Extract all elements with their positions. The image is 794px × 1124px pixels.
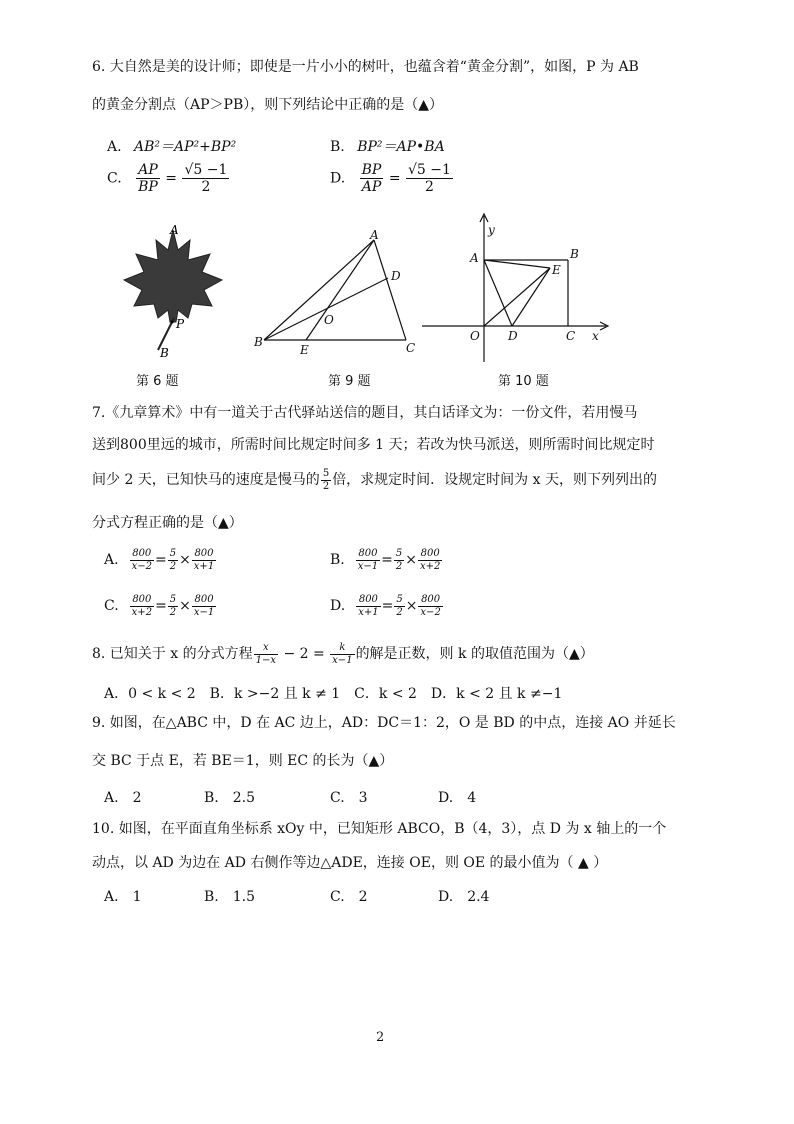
q8-stem xyxy=(92,642,594,666)
label-p: P xyxy=(176,317,185,331)
q8-right-numerator: k xyxy=(330,642,354,655)
option-label: D. xyxy=(438,889,454,905)
equals-sign: = xyxy=(155,598,167,614)
q6-option-b-label: B. xyxy=(330,139,345,155)
q8-left-numerator: x xyxy=(254,642,278,655)
q6-option-c-right-fraction xyxy=(182,162,229,195)
label-y: y xyxy=(488,223,495,237)
right-fraction-denominator: x+1 xyxy=(193,560,215,572)
q6-option-a xyxy=(107,136,236,156)
leaf-shape xyxy=(124,230,222,322)
option-label: A. xyxy=(104,552,119,568)
q8-left-denominator: 1−x xyxy=(255,654,276,666)
left-fraction-denominator: x+2 xyxy=(131,606,153,618)
q6-c-left-numerator: AP xyxy=(136,162,160,179)
q7-option-b xyxy=(330,548,443,572)
option-value: 2 xyxy=(132,790,142,806)
q6-stem-line1: 6. 大自然是美的设计师；即使是一片小小的树叶，也蕴含着“黄金分割”，如图，P 为 AB xyxy=(92,59,639,75)
q8-fraction-right xyxy=(330,642,354,666)
option-label: C. xyxy=(330,790,345,806)
times-sign: × xyxy=(405,598,418,614)
label-e: E xyxy=(552,263,561,277)
figure-10-coordinate-plane xyxy=(422,212,612,364)
right-fraction-numerator: 800 xyxy=(418,548,442,561)
option-value: 1.5 xyxy=(232,889,256,905)
q8-stem-start: 8. 已知关于 x 的分式方程 xyxy=(92,646,253,662)
q10-stem-line2: 动点，以 AD 为边在 AD 右侧作等边△ADE，连接 OE，则 OE 的最小值为（ ▲ ） xyxy=(92,855,608,871)
q6-option-d-right-fraction xyxy=(406,162,453,195)
point-p xyxy=(170,320,173,323)
q9-option-a xyxy=(104,790,141,806)
coefficient-fraction-denominator: 2 xyxy=(396,606,403,618)
q9-stem-line1: 9. 如图，在△ABC 中，D 在 AC 边上，AD：DC＝1：2，O 是 BD 的中点，连接 AO 并延长 xyxy=(92,715,676,731)
q6-option-d-left-fraction xyxy=(360,162,384,195)
coefficient-fraction-denominator: 2 xyxy=(169,560,177,572)
coefficient-fraction-numerator: 5 xyxy=(395,548,403,559)
page-number: 2 xyxy=(376,1030,385,1045)
q6-option-d: D. $\frac{BP}{AP}$ = $\frac{√5 -1}{2}$ xyxy=(330,162,451,196)
q10-option-d xyxy=(438,889,489,905)
option-label: C. xyxy=(330,889,345,905)
label-x: x xyxy=(592,329,599,343)
q7-stem-line3 xyxy=(92,468,657,492)
q6-c-right-numerator: √5 −1 xyxy=(184,162,228,178)
label-c: C xyxy=(566,329,576,343)
q7-fraction-denominator: 2 xyxy=(322,480,330,492)
right-fraction xyxy=(418,548,442,572)
coefficient-fraction xyxy=(394,594,404,618)
label-o: O xyxy=(470,329,480,343)
coefficient-fraction-numerator: 5 xyxy=(169,548,177,559)
equals-sign: = xyxy=(154,552,167,568)
option-value: 2.4 xyxy=(467,889,490,905)
option-value: 4 xyxy=(467,790,477,806)
q9-option-d xyxy=(438,790,476,806)
option-label: A. xyxy=(104,889,119,905)
q6-d-left-numerator: BP xyxy=(361,162,382,178)
q10-option-b xyxy=(204,889,255,905)
segment-ad xyxy=(484,260,512,326)
q6-option-b-text: BP²＝AP•BA xyxy=(357,139,445,155)
label-e: E xyxy=(300,343,309,357)
q7-option-d xyxy=(330,594,444,618)
option-label: D. xyxy=(438,790,454,806)
maple-leaf-drawing xyxy=(118,222,228,362)
coefficient-fraction-numerator: 5 xyxy=(169,594,177,605)
q6-option-c-left-fraction xyxy=(136,162,160,195)
q7-stem-line1: 7.《九章算术》中有一道关于古代驿站送信的题目，其白话译文为：一份文件，若用慢马 xyxy=(92,405,638,421)
left-fraction-denominator: x−1 xyxy=(357,560,379,572)
right-fraction-numerator: 800 xyxy=(192,594,216,607)
q6-option-a-text: AB²＝AP²+BP² xyxy=(134,139,237,155)
figure-6-maple-leaf xyxy=(118,222,228,362)
label-a: A xyxy=(470,251,479,265)
coefficient-fraction-denominator: 2 xyxy=(169,606,177,618)
q6-stem-line2: 的黄金分割点（AP＞PB），则下列结论中正确的是（▲） xyxy=(92,97,444,113)
right-fraction-denominator: x−1 xyxy=(193,606,215,618)
q9-stem-line2: 交 BC 于点 E，若 BE＝1，则 EC 的长为（▲） xyxy=(92,753,394,769)
label-b: B xyxy=(254,335,263,349)
coefficient-fraction-numerator: 5 xyxy=(396,594,403,605)
q7-option-a xyxy=(104,548,217,572)
option-value: 2 xyxy=(358,889,368,905)
q8-stem-end: 的解是正数，则 k 的取值范围为（▲） xyxy=(355,646,594,662)
q7-line3-end: 倍，求规定时间．设规定时间为 x 天，则下列列出的 xyxy=(332,472,657,488)
figure-9-triangle xyxy=(250,228,425,358)
right-fraction-denominator: x+2 xyxy=(419,560,441,572)
option-label: B. xyxy=(204,790,219,806)
rectangle-abco-drawing xyxy=(422,212,612,364)
coefficient-fraction xyxy=(168,548,178,572)
equals-sign: = xyxy=(381,552,393,568)
segment-ae xyxy=(484,260,550,268)
equals-sign: = xyxy=(381,598,394,614)
coefficient-fraction xyxy=(394,548,404,572)
segment-bd xyxy=(264,278,388,340)
q10-option-c xyxy=(330,889,368,905)
left-fraction xyxy=(356,548,380,572)
left-fraction-denominator: x+1 xyxy=(358,606,379,618)
right-fraction-numerator: 800 xyxy=(418,594,442,607)
q8-options: A．0 < k < 2 B．k >−2 且 k ≠ 1 C．k < 2 D．k < 2 且 k ≠−1 xyxy=(104,686,563,702)
option-value: 3 xyxy=(358,790,368,806)
right-fraction-numerator: 800 xyxy=(192,548,216,561)
triangle-abc-drawing xyxy=(250,228,425,358)
left-fraction xyxy=(130,594,154,618)
label-b: B xyxy=(570,247,579,261)
option-label: A. xyxy=(104,790,119,806)
q9-option-c xyxy=(330,790,368,806)
q7-option-c xyxy=(104,594,217,618)
q6-option-b xyxy=(330,136,445,156)
figure-10-caption: 第 10 题 xyxy=(498,374,549,389)
q7-line3-start: 间少 2 天，已知快马的速度是慢马的 xyxy=(92,472,320,488)
q6-c-left-denominator: BP xyxy=(138,179,158,196)
q7-stem-line4: 分式方程正确的是（▲） xyxy=(92,515,243,531)
q6-option-c: C. $\frac{AP}{BP}$ = $\frac{√5 -1}{2}$ xyxy=(107,162,228,196)
q6-d-left-denominator: AP xyxy=(361,179,382,196)
q7-fraction-numerator: 5 xyxy=(322,468,330,479)
times-sign: × xyxy=(179,598,191,614)
q6-d-right-denominator: 2 xyxy=(425,179,434,196)
q6-d-right-numerator: √5 −1 xyxy=(408,162,451,178)
label-b: B xyxy=(160,346,169,360)
q6-c-right-denominator: 2 xyxy=(201,179,211,196)
option-label: B. xyxy=(330,552,345,568)
right-fraction xyxy=(192,548,216,572)
right-fraction xyxy=(418,594,442,618)
q9-option-b xyxy=(204,790,255,806)
option-value: 1 xyxy=(132,889,142,905)
option-label: B. xyxy=(204,889,219,905)
q8-equation-middle: − 2 = xyxy=(279,646,330,662)
left-fraction xyxy=(356,594,380,618)
q8-right-denominator: x−1 xyxy=(332,654,353,666)
option-value: 2.5 xyxy=(232,790,256,806)
right-fraction-denominator: x−2 xyxy=(420,606,441,618)
label-c: C xyxy=(406,341,416,355)
figure-9-caption: 第 9 题 xyxy=(328,374,371,389)
segment-ac xyxy=(374,240,406,340)
left-fraction-numerator: 800 xyxy=(356,594,380,607)
coefficient-fraction-denominator: 2 xyxy=(395,560,403,572)
times-sign: × xyxy=(179,552,191,568)
label-a: A xyxy=(370,228,379,242)
coefficient-fraction xyxy=(168,594,178,618)
label-a: A xyxy=(170,223,179,237)
q7-five-halves-fraction xyxy=(321,468,331,492)
left-fraction-numerator: 800 xyxy=(130,548,154,561)
figure-6-caption: 第 6 题 xyxy=(136,374,179,389)
q7-stem-line2: 送到800里远的城市，所需时间比规定时间多 1 天；若改为快马派送，则所需时间比规定时 xyxy=(92,437,655,453)
option-label: C. xyxy=(104,598,119,614)
left-fraction-denominator: x−2 xyxy=(131,560,152,572)
segment-ab xyxy=(264,240,374,340)
q6-option-d-label: D. xyxy=(330,170,346,187)
times-sign: × xyxy=(405,552,417,568)
label-d: D xyxy=(391,269,401,283)
label-o: O xyxy=(324,313,334,327)
left-fraction-numerator: 800 xyxy=(130,594,154,607)
q10-option-a xyxy=(104,889,141,905)
left-fraction xyxy=(130,548,154,572)
q6-option-c-label: C. xyxy=(107,170,122,187)
right-fraction xyxy=(192,594,216,618)
label-d: D xyxy=(508,329,518,343)
left-fraction-numerator: 800 xyxy=(356,548,380,561)
q6-option-a-label: A. xyxy=(107,139,122,155)
q10-stem-line1: 10. 如图，在平面直角坐标系 xOy 中，已知矩形 ABCO，B（4，3），点 D 为 x 轴上的一个 xyxy=(92,821,667,837)
option-label: D. xyxy=(330,598,346,614)
q8-fraction-left xyxy=(254,642,278,666)
